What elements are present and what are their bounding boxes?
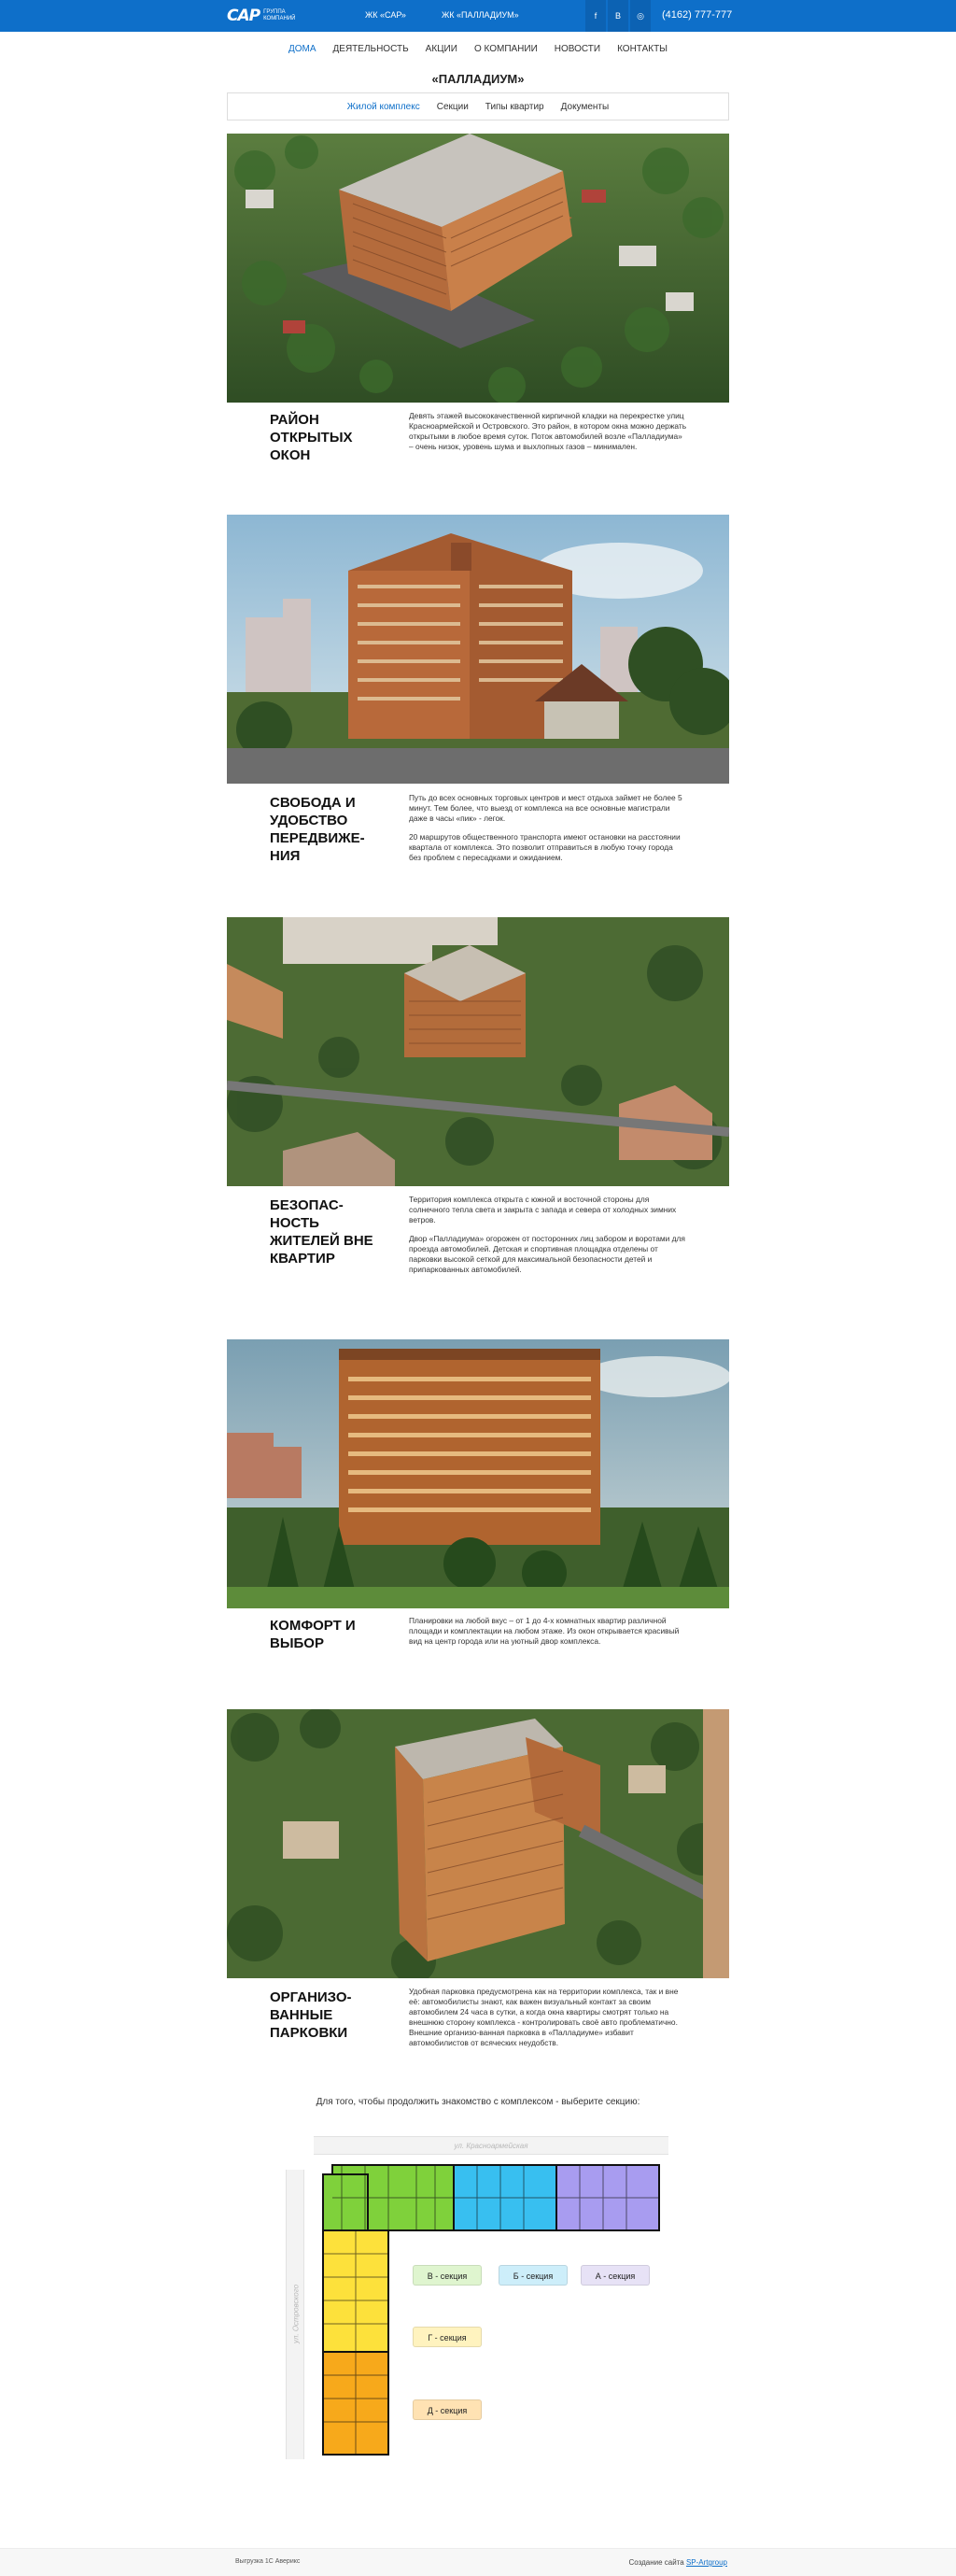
phone-number[interactable]: (4162) 777-777 [662,9,733,21]
footer-left-text[interactable]: Выгрузка 1С Аверикс [235,2558,301,2565]
section-paragraph: Удобная парковка предусмотрена как на территории комплекса, так и вне её: автомобилисты знают, как важен визуальный контакт за своим автомобилем 24 часа в сутки, а когда окна квартиры смотрят только на внешнюю сторону комплекса - контролировать своё авто проблематично. Внешние организо-ванная парковка в «Палладиуме» избавит автомобилистов от всяческих неудобств. [409,1987,679,2047]
section-paragraph: 20 маршрутов общественного транспорта имеют остановки на расстоянии квартала от комплекса. Это позволит отправиться в любую точку города без проблем с пересадками и ожиданием. [409,832,681,862]
section-paragraph: Территория комплекса открыта с южной и восточной стороны для солнечного тепла света и закрыта с запада и севера от холодных зимних ветров. [409,1195,677,1224]
company-logo[interactable] [227,7,304,25]
nav-item-contacts[interactable]: КОНТАКТЫ [617,44,668,54]
tab-complex[interactable]: Жилой комплекс [346,101,420,112]
main-nav [0,44,956,54]
facebook-icon[interactable]: f [585,0,606,32]
section-photo-2 [227,515,729,784]
nav-item-about[interactable]: О КОМПАНИИ [473,44,538,54]
section-paragraph: Двор «Палладиума» огорожен от посторонних лиц забором и воротами для проезда автомобилей. Детская и спортивная площадка отделены от парковки высокой сеткой для максимальной безопасности детей и припаркованных автомобилей. [409,1234,685,1274]
floor-plan-map [286,2132,678,2469]
nav-item-promotions[interactable]: АКЦИИ [425,44,457,54]
footer-credits [628,2558,727,2567]
street-label-top: ул. Красноармейская [314,2136,668,2155]
section-text-1 [409,411,687,460]
footer-credit-prefix: Создание сайта [628,2558,684,2567]
section-d-button[interactable]: Д - секция [413,2399,482,2420]
section-title-1: РАЙОН ОТКРЫТЫХ ОКОН [270,412,353,463]
section-a-button[interactable]: А - секция [581,2265,650,2286]
plan-caption: Для того, чтобы продолжить знакомство с комплексом - выберите секцию: [316,2097,640,2107]
section-g-button[interactable]: Г - секция [413,2327,482,2347]
street-label-left-text: ул. Островского [291,2284,301,2344]
section-title-2: СВОБОДА И УДОБСТВО ПЕРЕДВИЖЕ-НИЯ [270,795,365,864]
sub-tabs [227,92,729,120]
top-bar [0,0,956,32]
instagram-icon[interactable]: ◎ [630,0,651,32]
section-text-3 [409,1195,687,1283]
section-photo-3 [227,917,729,1186]
page-title: «ПАЛЛАДИУМ» [431,72,525,86]
section-paragraph: Планировки на любой вкус – от 1 до 4-х комнатных квартир различной площади и комплектации на любом этаже. Из окон открывается красивый вид на центр города или на уютный двор комплекса. [409,1616,680,1646]
logo-mark: САР [227,7,260,25]
top-link-sar[interactable]: ЖК «САР» [365,10,406,20]
section-paragraph: Путь до всех основных торговых центров и мест отдыха займет не более 5 минут. Тем более, что выезд от комплекса на все основные магистрали даже в часы «пик» - легок. [409,793,682,823]
section-title-4: КОМФОРТ И ВЫБОР [270,1618,356,1651]
section-b-button[interactable]: Б - секция [499,2265,568,2286]
section-paragraph: Девять этажей высококачественной кирпичной кладки на перекрестке улиц Красноармейской и Островского. Это район, в котором окна можно держать открытыми в любое время суток. Поток автомобилей возле «Палладиума» – очень низок, уровень шума и выхлопных газов – минимален. [409,411,687,451]
nav-item-news[interactable]: НОВОСТИ [554,44,601,54]
section-plan [286,2132,678,2469]
section-v-button[interactable]: В - секция [413,2265,482,2286]
nav-item-activity[interactable]: ДЕЯТЕЛЬНОСТЬ [332,44,409,54]
tab-sections[interactable]: Секции [436,101,469,112]
nav-item-home[interactable]: ДОМА [288,44,316,54]
section-photo-4 [227,1339,729,1608]
section-text-4 [409,1616,687,1655]
logo-subtitle: ГРУППА КОМПАНИЙ [263,9,296,21]
section-photo-5 [227,1709,729,1978]
footer-credit-link[interactable]: SP-Artgroup [685,2558,727,2567]
section-text-2 [409,793,687,871]
tab-documents[interactable]: Документы [560,101,610,112]
section-title-3: БЕЗОПАС-НОСТЬ ЖИТЕЛЕЙ ВНЕ КВАРТИР [270,1197,373,1267]
section-title-5: ОРГАНИЗО-ВАННЫЕ ПАРКОВКИ [270,1989,352,2041]
top-link-palladium[interactable]: ЖК «ПАЛЛАДИУМ» [442,10,519,20]
footer [0,2548,956,2576]
section-text-5 [409,1987,687,2057]
section-photo-1 [227,134,729,403]
vk-icon[interactable]: В [608,0,628,32]
tab-apartment-types[interactable]: Типы квартир [485,101,544,112]
